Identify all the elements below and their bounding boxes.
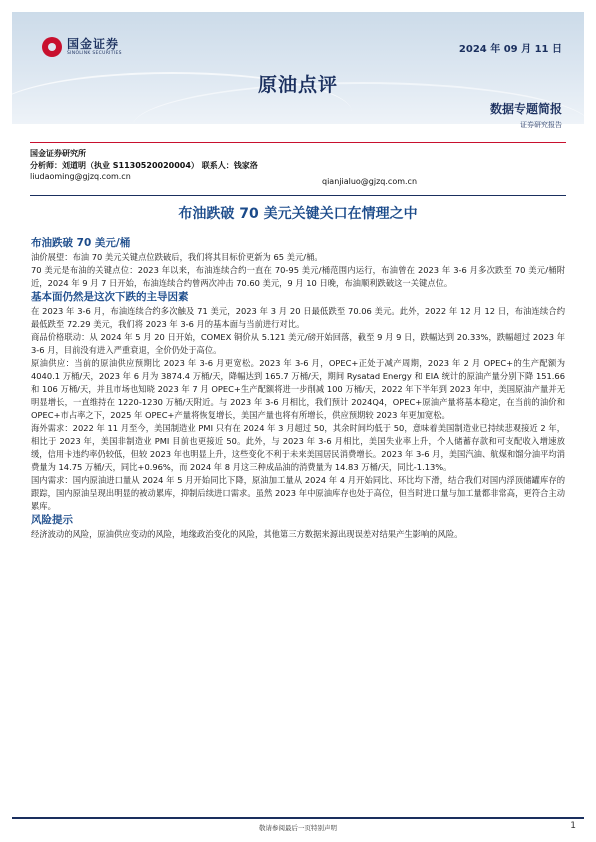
author-block [30, 148, 258, 183]
main-title: 布油跌破 70 美元关键关口在情理之中 [178, 206, 418, 222]
institute-name: 国金证券研究所 [30, 149, 86, 158]
logo-name-en: SINOLINK SECURITIES [67, 50, 122, 56]
footer-disclaimer: 敬请参阅最后一页特别声明 [259, 824, 337, 832]
report-date: 2024 年 09 月 11 日 [458, 44, 562, 55]
company-logo [42, 37, 122, 57]
divider-red [30, 142, 566, 143]
paragraph: 原油供应：当前的原油供应预期比 2023 年 3-6 月更宽松。2023 年 3-6 月，OPEC+正处于减产周期，2023 年 2 月 OPEC+的生产配额为 4040.1 万桶/天，2023 年 6 月为 3874.4 万桶/天，降幅达到 165.7 万桶/天，期间 Rysatad Energy 和 EIA 统计的原油产量分别下降 151.66 和 106 万桶/天，并且市场也知晓 2023 年 7 月 OPEC+生产配额将进一步削减 100 万桶/天，2022 年下半年到 2023 年中，美国原油产量并无明显增长，一直维持在 1220-1230 万桶/天附近。与 2023 年 3-6 月相比，我们预计 2024Q4，OPEC+原油产量将基本稳定，在当前的油价和 OPEC+市占率之下，2025 年 OPEC+产量将恢复增长，美国产量也将有所增长，供应预期较 2023 年更加宽松。 [31, 358, 565, 420]
page-number: 1 [570, 821, 576, 831]
analyst-line: 分析师：刘道明（执业 S1130520020004） 联系人：钱家洛 [30, 160, 258, 170]
paragraph: 70 美元是布油的关键点位：2023 年以来，布油连续合约一直在 70-95 美元/桶范围内运行，布油曾在 2023 年 3-6 月多次跌至 70 美元/桶附近，2024 年 9 月 7 日开始，布油连续合约曾两次冲击 70.60 美元，9 月 10 日晚，布油顺利跌破这一关键点位。 [31, 265, 565, 288]
footer-divider [12, 817, 584, 819]
section-heading: 基本面仍然是这次下跌的主导因素 [31, 291, 189, 303]
paragraph: 油价展望：布油 70 美元关键点位跌破后，我们将其目标价更新为 65 美元/桶。 [31, 252, 323, 262]
report-title: 原油点评 [257, 74, 338, 96]
paragraph: 经济波动的风险，原油供应变动的风险，地缘政治变化的风险，其他第三方数据来源出现误差对结果产生影响的风险。 [31, 529, 463, 539]
analyst-email[interactable]: liudaoming@gjzq.com.cn [30, 172, 131, 181]
contact-email[interactable]: qianjialuo@gjzq.com.cn [322, 177, 418, 186]
paragraph: 商品价格联动：从 2024 年 5 月 20 日开始，COMEX 铜价从 5.121 美元/磅开始回落，截至 9 月 9 日，跌幅达到 20.33%，跌幅超过 2023 年 3-6 月，目前没有进入严重衰退，全价仍处于高位。 [31, 332, 565, 355]
section-heading: 布油跌破 70 美元/桶 [31, 237, 131, 249]
report-subtype: 证券研究报告 [520, 121, 562, 129]
logo-mark-icon [42, 37, 62, 57]
section-heading: 风险提示 [31, 514, 73, 526]
report-type: 数据专题简报 [489, 102, 562, 116]
paragraph: 在 2023 年 3-6 月，布油连续合约多次触及 71 美元，2023 年 3 月 20 日最低跌至 70.06 美元。此外，2022 年 12 月 12 日，布油连续合约最低跌至 72.29 美元，我们将 2023 年 3-6 月的基本面与当前进行对比。 [31, 306, 565, 329]
paragraph: 海外需求：2022 年 11 月至今，美国制造业 PMI 只有在 2024 年 3 月超过 50，其余时间均低于 50，意味着美国制造业已持续悲观接近 2 年，相比于 2023 年，美国非制造业 PMI 目前也更接近 50。此外，与 2023 年 3-6 月相比，美国失业率上升，个人储蓄存款和可支配收入增速放缓，信用卡违约率仍较低，但较 2023 年也明显上升，这些变化不利于未来美国居民消费增长。2023 年 3-6 月，美国汽油、航煤和馏分油平均消费量为 14.75 万桶/天，同比+0.96%，而 2024 年 8 月这三种成品油的消费量为 14.83 万桶/天，同比-1.13%。 [31, 423, 565, 472]
logo-name-cn: 国金证券 [67, 36, 120, 51]
paragraph: 国内需求：国内原油进口量从 2024 年 5 月开始同比下降，原油加工量从 2024 年 4 月开始同比、环比均下滑，结合我们对国内浮顶储罐库存的跟踪，国内原油呈现出明显的被动累库，抑制后续进口需求。虽然 2023 年中原油库存也处于高位，但当时进口量与加工量都非常高，更符合主动累库。 [31, 475, 565, 511]
divider-navy [30, 195, 566, 196]
report-body [31, 236, 565, 541]
report-header [12, 12, 584, 129]
